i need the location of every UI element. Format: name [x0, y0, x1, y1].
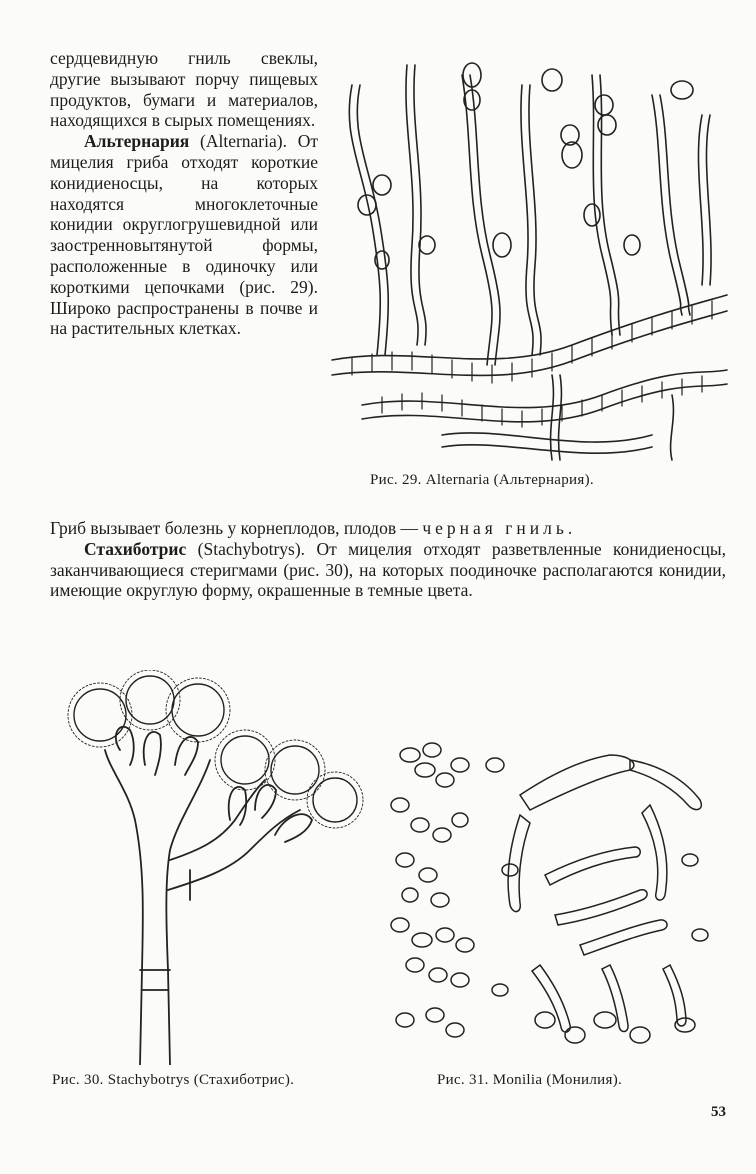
caption-figure-30: Рис. 30. Stachybotrys (Стахиботрис).: [52, 1072, 295, 1088]
figure-31-monilia: [380, 735, 725, 1060]
paragraph-black-rot: [50, 518, 726, 539]
paragraph-stachybotrys: [50, 539, 726, 601]
page-number: 53: [711, 1104, 726, 1120]
black-rot-term: черная гниль.: [422, 518, 577, 538]
full-width-text: [50, 518, 726, 601]
black-rot-line: Гриб вызывает болезнь у корнеплодов, плодов —: [50, 518, 423, 538]
term-stachybotrys: Стахиботрис: [84, 538, 187, 559]
stachybotrys-description: (Stachybotrys). От мицелия отходят разветвленные конидиеносцы, заканчивающиеся стеригмами (рис. 30), на которых поодиночке располагаются конидии, имеющие округлую форму, окрашенные в темные цвета.: [50, 538, 726, 601]
caption-figure-31: Рис. 31. Monilia (Монилия).: [437, 1072, 623, 1088]
paragraph-continuation: сердцевидную гниль свеклы, другие вызывают порчу пищевых продуктов, бумаги и материалов, находящихся в сырых помещениях.: [50, 48, 318, 131]
caption-figure-29: Рис. 29. Alternaria (Альтернария).: [370, 472, 594, 488]
alternaria-description: (Alternaria). От мицелия гриба отходят короткие конидиеносцы, на которых находятся многоклеточные конидии округлогрушевидной или заостренновытянутой формы, расположенные в одиночку или короткими цепочками (рис. 29). Широко распространены в почве и на растительных клетках.: [50, 131, 318, 339]
term-alternaria: Альтернария: [84, 131, 190, 152]
paragraph-alternaria: [50, 131, 318, 339]
figure-29-alternaria: [322, 45, 732, 465]
figure-30-stachybotrys: [50, 670, 370, 1065]
left-text-column: [50, 48, 318, 339]
